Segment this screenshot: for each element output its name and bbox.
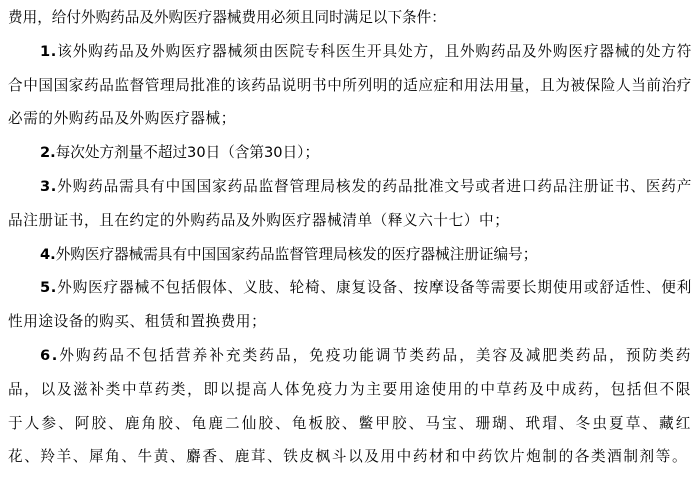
condition-text: 外购药品需具有中国国家药品监督管理局核发的药品批准文号或者进口药品注册证书、医药产品注册证书，且在约定的外购药品及外购医疗器械清单（释义六十七）中； [8,177,692,229]
condition-text: 外购医疗器械需具有中国国家药品监督管理局核发的医疗器械注册证编号； [55,245,538,263]
condition-number: 1. [40,42,57,60]
condition-item-6 [8,339,692,474]
condition-item-4 [8,238,692,272]
intro-paragraph [8,1,692,35]
condition-item-5 [8,271,692,339]
condition-number: 2. [40,144,56,162]
condition-text: 每次处方剂量不超过30日（含第30日）； [55,144,320,162]
condition-number: 3. [40,177,57,195]
condition-text: 该外购药品及外购医疗器械须由医院专科医生开具处方，且外购药品及外购医疗器械的处方符合中国国家药品监督管理局批准的该药品说明书中所列明的适应症和用法用量，且为被保险人当前治疗必需的外购药品及外购医疗器械； [8,42,692,128]
condition-item-2 [8,136,692,170]
condition-number: 4. [40,245,56,263]
condition-number: 6. [40,346,59,364]
condition-number: 5. [40,279,57,297]
condition-text: 外购医疗器械不包括假体、义肢、轮椅、康复设备、按摩设备等需要长期使用或舒适性、便利性用途设备的购买、租赁和置换费用； [8,279,692,331]
condition-text: 外购药品不包括营养补充类药品，免疫功能调节类药品，美容及减肥类药品，预防类药品，以及滋补类中草药类，即以提高人体免疫力为主要用途使用的中草药及中成药，包括但不限于人参、阿胶、鹿角胶、龟鹿二仙胶、龟板胶、鳖甲胶、马宝、珊瑚、玳瑁、冬虫夏草、藏红花、羚羊、犀角、牛黄、麝香、鹿茸、铁皮枫斗以及用中药材和中药饮片炮制的各类酒制剂等。 [8,346,692,466]
intro-text: 费用，给付外购药品及外购医疗器械费用必须且同时满足以下条件： [8,9,446,26]
condition-item-1 [8,35,692,136]
condition-item-3 [8,170,692,238]
